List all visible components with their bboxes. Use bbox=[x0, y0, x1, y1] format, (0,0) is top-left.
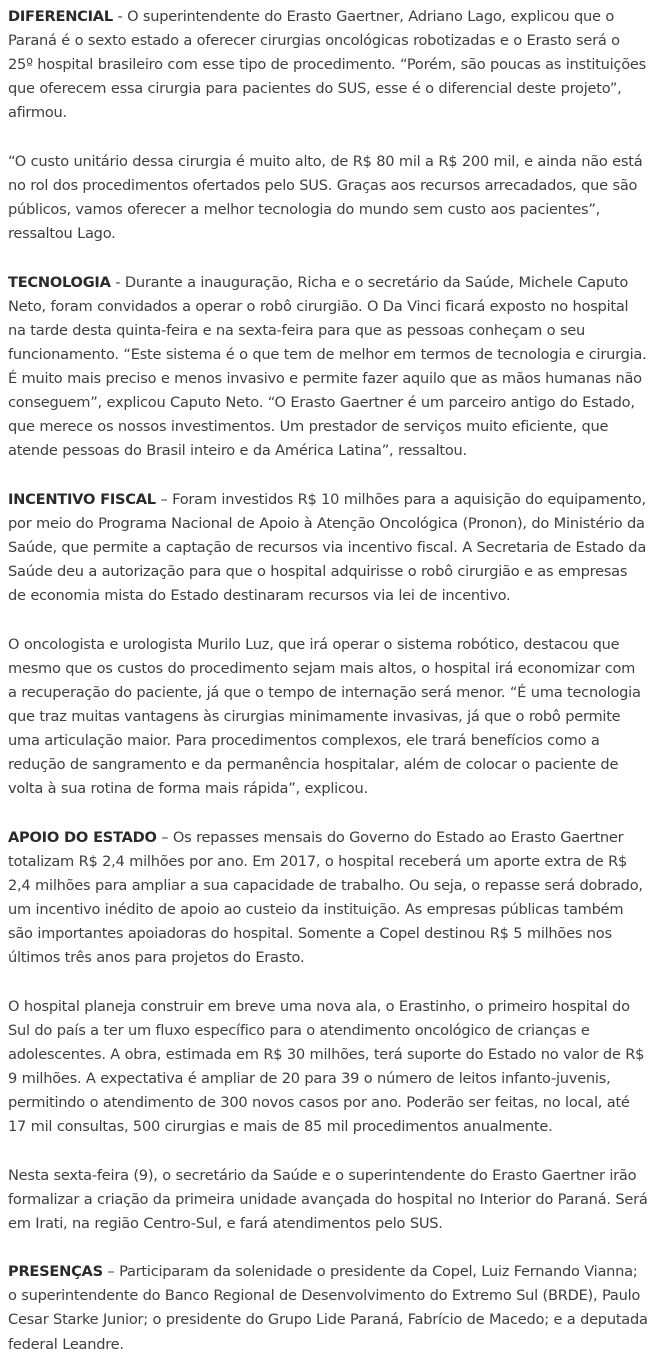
paragraph-text: O hospital planeja construir em breve uma nova ala, o Erastinho, o primeiro hospital do Sul do país a ter um fluxo específico para o atendimento oncológico de crianças e adolescentes. A obra, estimada em R$ 30 milhões, terá suporte do Estado no valor de R$ 9 milhões. A expectativa é ampliar de 20 para 39 o número de leitos infanto-juvenis, permitindo o atendimento de 300 novos casos por ano. Poderão ser feitas, no local, até 17 mil consultas, 500 cirurgias e mais de 85 mil procedimentos anualmente. bbox=[8, 997, 645, 1136]
paragraph-incentivo-fiscal bbox=[8, 488, 648, 608]
paragraph-apoio-do-estado bbox=[8, 826, 648, 971]
section-heading-incentivo-fiscal: INCENTIVO FISCAL bbox=[8, 490, 156, 508]
article-body bbox=[8, 5, 648, 1357]
paragraph-text: - O superintendente do Erasto Gaertner, Adriano Lago, explicou que o Paraná é o sexto estado a oferecer cirurgias oncológicas robotizadas e o Erasto será o 25º hospital brasileiro com esse tipo de procedimento. “Porém, são poucas as instituições que oferecem essa cirurgia para pacientes do SUS, esse é o diferencial deste projeto”, afirmou. bbox=[8, 8, 646, 122]
section-heading-presencas: PRESENÇAS bbox=[8, 1263, 103, 1281]
paragraph-text: “O custo unitário dessa cirurgia é muito alto, de R$ 80 mil a R$ 200 mil, e ainda não está no rol dos procedimentos ofertados pelo SUS. Graças aos recursos arrecadados, que são públicos, vamos oferecer a melhor tecnologia do mundo sem custo aos pacientes”, ressaltou Lago. bbox=[8, 152, 643, 243]
section-heading-apoio-do-estado: APOIO DO ESTADO bbox=[8, 828, 157, 846]
paragraph-diferencial bbox=[8, 5, 648, 125]
paragraph-erastinho bbox=[8, 995, 648, 1140]
section-heading-tecnologia: TECNOLOGIA bbox=[8, 273, 111, 291]
paragraph-presencas bbox=[8, 1260, 648, 1356]
paragraph-text: O oncologista e urologista Murilo Luz, que irá operar o sistema robótico, destacou que mesmo que os custos do procedimento sejam mais altos, o hospital irá economizar com a recuperação do paciente, já que o tempo de internação será menor. “É uma tecnologia que traz muitas vantagens às cirurgias minimamente invasivas, já que o robô permite uma articulação maior. Para procedimentos complexos, ele trará benefícios como a redução de sangramento e da permanência hospitalar, além de colocar o paciente de volta à sua rotina de forma mais rápida”, explicou. bbox=[8, 635, 641, 798]
paragraph-text: - Durante a inauguração, Richa e o secretário da Saúde, Michele Caputo Neto, foram convidados a operar o robô cirurgião. O Da Vinci ficará exposto no hospital na tarde desta quinta-feira e na sexta-feira para que as pessoas conheçam o seu funcionamento. “Este sistema é o que tem de melhor em termos de tecnologia e cirurgia. É muito mais preciso e menos invasivo e permite fazer aquilo que as mãos humanas não conseguem”, explicou Caputo Neto. “O Erasto Gaertner é um parceiro antigo do Estado, que merece os nossos investimentos. Um prestador de serviços muito eficiente, que atende pessoas do Brasil inteiro e da América Latina”, ressaltou. bbox=[8, 273, 647, 460]
paragraph-text: – Foram investidos R$ 10 milhões para a aquisição do equipamento, por meio do Programa Nacional de Apoio à Atenção Oncológica (Pronon), do Ministério da Saúde, que permite a captação de recursos via incentivo fiscal. A Secretaria de Estado da Saúde deu a autorização para que o hospital adquirisse o robô cirurgião e as empresas de economia mista do Estado destinaram recursos via lei de incentivo. bbox=[8, 490, 647, 605]
section-heading-diferencial: DIFERENCIAL bbox=[8, 8, 113, 25]
paragraph-oncologista bbox=[8, 633, 648, 802]
paragraph-text: – Os repasses mensais do Governo do Estado ao Erasto Gaertner totalizam R$ 2,4 milhões por ano. Em 2017, o hospital receberá um aporte extra de R$ 2,4 milhões para ampliar a sua capacidade de trabalho. Ou seja, o repasse será dobrado, um incentivo inédito de apoio ao custeio da instituição. As empresas públicas também são importantes apoiadoras do hospital. Somente a Copel destinou R$ 5 milhões nos últimos três anos para projetos do Erasto. bbox=[8, 828, 643, 967]
paragraph-custo bbox=[8, 150, 648, 246]
paragraph-tecnologia bbox=[8, 271, 648, 464]
paragraph-irati bbox=[8, 1164, 648, 1236]
paragraph-text: – Participaram da solenidade o presidente da Copel, Luiz Fernando Vianna; o superintendente do Banco Regional de Desenvolvimento do Extremo Sul (BRDE), Paulo Cesar Starke Junior; o presidente do Grupo Lide Paraná, Fabrício de Macedo; e a deputada federal Leandre. bbox=[8, 1263, 648, 1353]
paragraph-text: Nesta sexta-feira (9), o secretário da Saúde e o superintendente do Erasto Gaertner irão formalizar a criação da primeira unidade avançada do hospital no Interior do Paraná. Será em Irati, na região Centro-Sul, e fará atendimentos pelo SUS. bbox=[8, 1166, 648, 1232]
